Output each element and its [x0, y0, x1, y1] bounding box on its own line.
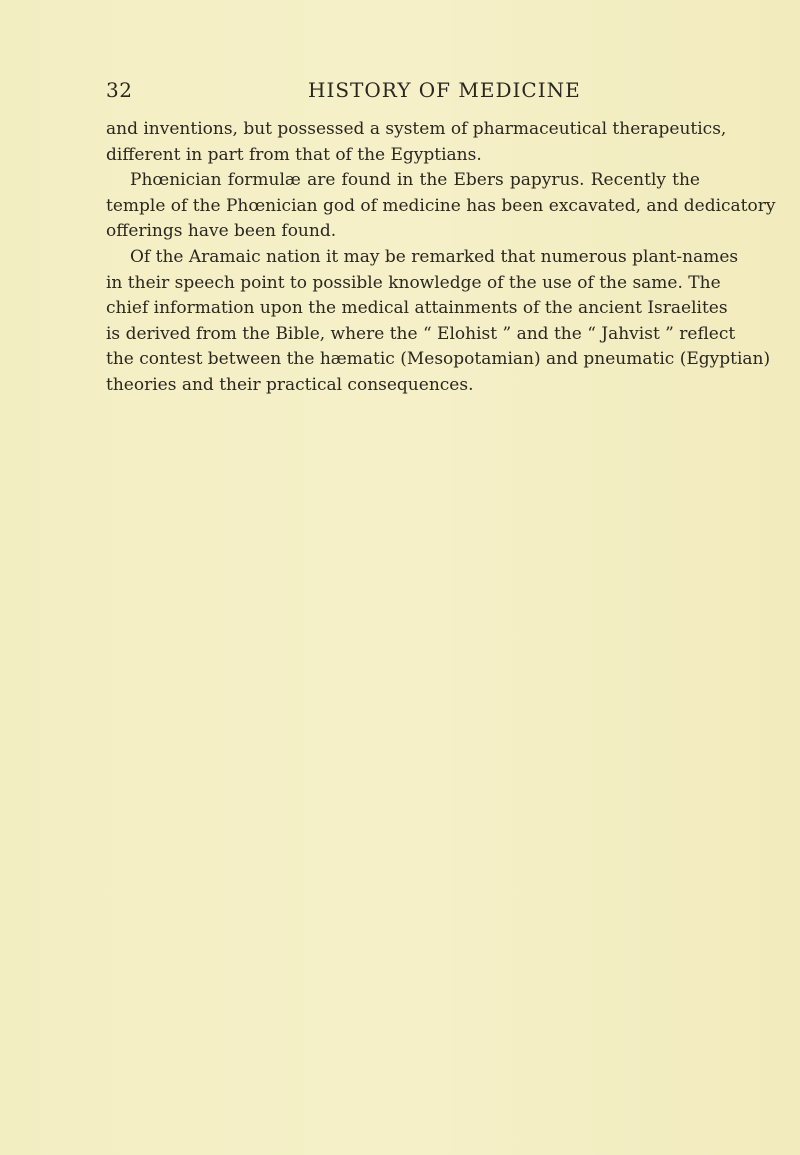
- text-line: temple of the Phœnician god of medicine has been excavated, and dedicatory: [106, 195, 776, 216]
- paragraph: [106, 117, 727, 168]
- text-line: theories and their practical consequences.: [106, 374, 474, 395]
- running-title: HISTORY OF MEDICINE: [308, 78, 581, 102]
- paragraph: [106, 245, 771, 399]
- body-text: [106, 117, 776, 399]
- text-line: in their speech point to possible knowledge of the use of the same. The: [106, 272, 721, 293]
- running-head: [106, 78, 706, 108]
- text-line: the contest between the hæmatic (Mesopotamian) and pneumatic (Egyptian): [106, 349, 771, 370]
- text-line: and inventions, but possessed a system of pharmaceutical therapeutics,: [106, 119, 727, 139]
- text-line: is derived from the Bible, where the “ Elohist ” and the “ Jahvist ” reflect: [106, 323, 736, 344]
- page-number: 32: [106, 78, 133, 102]
- text-line: chief information upon the medical attainments of the ancient Israelites: [106, 298, 728, 319]
- text-line: offerings have been found.: [106, 221, 337, 242]
- text-line: different in part from that of the Egyptians.: [106, 144, 482, 165]
- text-line: Of the Aramaic nation it may be remarked that numerous plant-names: [130, 246, 739, 267]
- text-line: Phœnician formulæ are found in the Ebers papyrus. Recently the: [130, 170, 700, 191]
- paragraph: [106, 168, 776, 245]
